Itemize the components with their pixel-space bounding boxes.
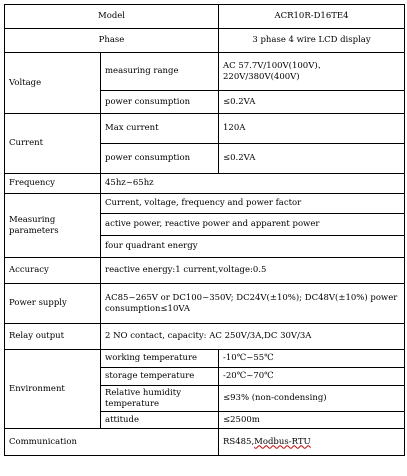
- env-storage-label: storage temperature: [101, 368, 219, 386]
- current-max-value: 120A: [219, 114, 405, 144]
- power-supply-label: Power supply: [5, 284, 101, 324]
- measuring-label-line-2: parameters: [9, 225, 59, 236]
- environment-label: Environment: [5, 350, 101, 429]
- measuring-line-1: Current, voltage, frequency and power factor: [101, 194, 405, 214]
- spec-table: [4, 4, 405, 456]
- measuring-line-3: four quadrant energy: [101, 236, 405, 258]
- frequency-label: Frequency: [5, 174, 101, 194]
- row-relay: [5, 324, 405, 350]
- power-supply-line-2: consumption≤10VA: [105, 303, 191, 314]
- row-current-max: [5, 114, 405, 144]
- current-power-label: power consumption: [101, 144, 219, 174]
- voltage-power-label: power consumption: [101, 91, 219, 114]
- power-supply-value: [101, 284, 405, 324]
- model-label: Model: [5, 5, 219, 29]
- voltage-power-value: ≤0.2VA: [219, 91, 405, 114]
- row-env-working: [5, 350, 405, 368]
- communication-value: [219, 429, 405, 456]
- row-measuring-1: [5, 194, 405, 214]
- communication-protocol: Modbus-RTU: [254, 436, 311, 447]
- relay-value: 2 NO contact, capacity: AC 250V/3A,DC 30V/3A: [101, 324, 405, 350]
- row-voltage-range: [5, 53, 405, 91]
- current-label: Current: [5, 114, 101, 174]
- measuring-line-2: active power, reactive power and apparent power: [101, 214, 405, 236]
- env-altitude-label: attitude: [101, 412, 219, 429]
- voltage-range-value: [219, 53, 405, 91]
- row-frequency: [5, 174, 405, 194]
- power-supply-line-1: AC85~265V or DC100~350V; DC24V(±10%); DC48V(±10%) power: [105, 292, 398, 303]
- measuring-label: [5, 194, 101, 258]
- communication-prefix: RS485,: [223, 436, 255, 447]
- relay-label: Relay output: [5, 324, 101, 350]
- env-humidity-label: [101, 386, 219, 412]
- phase-value: 3 phase 4 wire LCD display: [219, 29, 405, 53]
- measuring-label-line-1: Measuring: [9, 214, 56, 225]
- row-power-supply: [5, 284, 405, 324]
- voltage-range-line-1: AC 57.7V/100V(100V)、: [223, 60, 327, 71]
- voltage-range-line-2: 220V/380V(400V): [223, 71, 300, 82]
- row-communication: [5, 429, 405, 456]
- env-working-value: -10℃~55℃: [219, 350, 405, 368]
- accuracy-label: Accuracy: [5, 258, 101, 284]
- env-working-label: working temperature: [101, 350, 219, 368]
- env-humidity-label-line-2: temperature: [105, 398, 160, 409]
- voltage-label: Voltage: [5, 53, 101, 114]
- env-storage-value: -20℃~70℃: [219, 368, 405, 386]
- env-altitude-value: ≤2500m: [219, 412, 405, 429]
- frequency-value: 45hz~65hz: [101, 174, 405, 194]
- communication-label: Communication: [5, 429, 219, 456]
- row-phase: [5, 29, 405, 53]
- accuracy-value: reactive energy:1 current,voltage:0.5: [101, 258, 405, 284]
- row-accuracy: [5, 258, 405, 284]
- voltage-range-label: measuring range: [101, 53, 219, 91]
- env-humidity-label-line-1: Relative humidity: [105, 387, 181, 398]
- env-humidity-value: ≤93% (non-condensing): [219, 386, 405, 412]
- phase-label: Phase: [5, 29, 219, 53]
- current-power-value: ≤0.2VA: [219, 144, 405, 174]
- row-model: [5, 5, 405, 29]
- model-value: ACR10R-D16TE4: [219, 5, 405, 29]
- current-max-label: Max current: [101, 114, 219, 144]
